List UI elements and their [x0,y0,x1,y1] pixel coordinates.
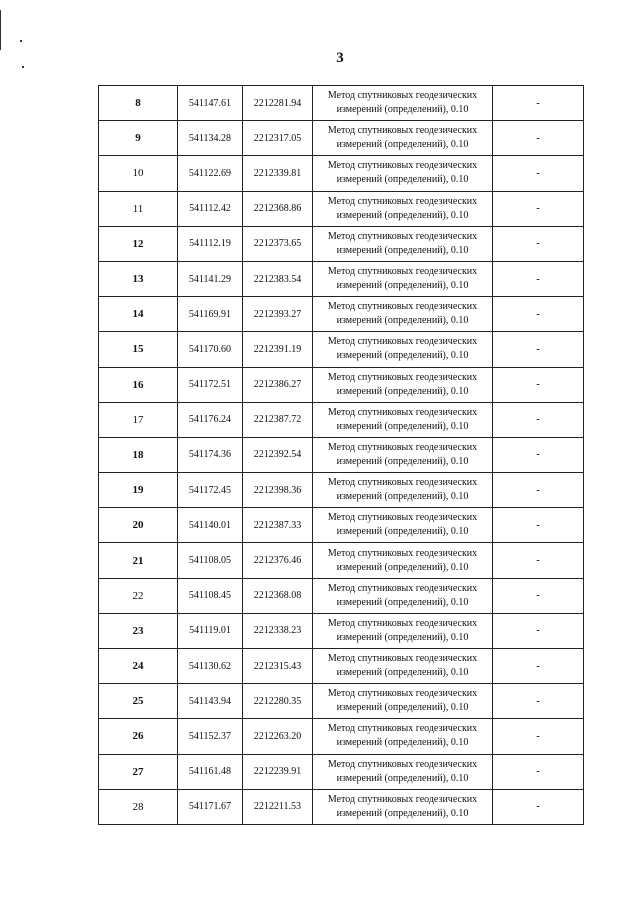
method-cell [313,261,493,296]
method-text-line: Метод спутниковых геодезических [327,266,478,278]
extra-value-cell: - [493,613,584,648]
table-row [99,719,584,754]
method-cell [313,121,493,156]
point-number-cell: 28 [99,789,178,824]
y-coordinate-cell: 2212393.27 [243,297,313,332]
method-text-line: Метод спутниковых геодезических [327,688,478,700]
method-text-line: измерений (определений), 0.10 [336,174,469,186]
method-cell [313,332,493,367]
method-text-line: измерений (определений), 0.10 [336,491,469,503]
x-coordinate-cell: 541108.05 [178,543,243,578]
point-number-cell: 13 [99,261,178,296]
method-cell [313,543,493,578]
point-number-cell: 14 [99,297,178,332]
method-text-line: Метод спутниковых геодезических [327,617,478,629]
method-cell [313,613,493,648]
table-row [99,473,584,508]
table-row [99,261,584,296]
table-row [99,402,584,437]
x-coordinate-cell: 541174.36 [178,437,243,472]
extra-value-cell: - [493,367,584,402]
extra-value-cell: - [493,332,584,367]
method-text-line: Метод спутниковых геодезических [327,336,478,348]
method-text-line: Метод спутниковых геодезических [327,125,478,137]
x-coordinate-cell: 541147.61 [178,86,243,121]
table-row [99,508,584,543]
y-coordinate-cell: 2212338.23 [243,613,313,648]
x-coordinate-cell: 541130.62 [178,649,243,684]
point-number-cell: 10 [99,156,178,191]
method-cell [313,402,493,437]
table-row [99,437,584,472]
page-number: 3 [336,50,344,66]
x-coordinate-cell: 541172.51 [178,367,243,402]
x-coordinate-cell: 541170.60 [178,332,243,367]
point-number-cell: 17 [99,402,178,437]
scan-edge-mark [0,10,1,50]
x-coordinate-cell: 541112.19 [178,226,243,261]
method-text-line: Метод спутниковых геодезических [327,195,478,207]
y-coordinate-cell: 2212317.05 [243,121,313,156]
method-text-line: измерений (определений), 0.10 [336,561,469,573]
method-text-line: измерений (определений), 0.10 [336,315,469,327]
method-text-line: измерений (определений), 0.10 [336,280,469,292]
method-cell [313,191,493,226]
y-coordinate-cell: 2212373.65 [243,226,313,261]
method-text-line: Метод спутниковых геодезических [327,547,478,559]
table-row [99,684,584,719]
extra-value-cell: - [493,508,584,543]
y-coordinate-cell: 2212383.54 [243,261,313,296]
extra-value-cell: - [493,261,584,296]
y-coordinate-cell: 2212315.43 [243,649,313,684]
method-text-line: Метод спутниковых геодезических [327,477,478,489]
method-text-line: измерений (определений), 0.10 [336,807,469,819]
scan-dot-mark [20,40,22,42]
y-coordinate-cell: 2212386.27 [243,367,313,402]
y-coordinate-cell: 2212391.19 [243,332,313,367]
method-text-line: измерений (определений), 0.10 [336,385,469,397]
method-cell [313,226,493,261]
table-row [99,543,584,578]
point-number-cell: 19 [99,473,178,508]
method-text-line: Метод спутниковых геодезических [327,758,478,770]
x-coordinate-cell: 541140.01 [178,508,243,543]
method-text-line: Метод спутниковых геодезических [327,160,478,172]
table-row [99,297,584,332]
point-number-cell: 27 [99,754,178,789]
method-text-line: измерений (определений), 0.10 [336,350,469,362]
x-coordinate-cell: 541172.45 [178,473,243,508]
table-row [99,754,584,789]
point-number-cell: 25 [99,684,178,719]
method-text-line: Метод спутниковых геодезических [327,441,478,453]
table-row [99,789,584,824]
point-number-cell: 21 [99,543,178,578]
x-coordinate-cell: 541134.28 [178,121,243,156]
extra-value-cell: - [493,437,584,472]
x-coordinate-cell: 541169.91 [178,297,243,332]
scan-dot-mark [22,66,24,68]
extra-value-cell: - [493,121,584,156]
method-text-line: Метод спутниковых геодезических [327,582,478,594]
point-number-cell: 9 [99,121,178,156]
x-coordinate-cell: 541161.48 [178,754,243,789]
point-number-cell: 24 [99,649,178,684]
method-cell [313,649,493,684]
x-coordinate-cell: 541141.29 [178,261,243,296]
y-coordinate-cell: 2212376.46 [243,543,313,578]
method-text-line: измерений (определений), 0.10 [336,455,469,467]
method-text-line: измерений (определений), 0.10 [336,104,469,116]
method-text-line: Метод спутниковых геодезических [327,406,478,418]
y-coordinate-cell: 2212392.54 [243,437,313,472]
method-cell [313,754,493,789]
table-row [99,649,584,684]
method-text-line: измерений (определений), 0.10 [336,139,469,151]
extra-value-cell: - [493,473,584,508]
extra-value-cell: - [493,191,584,226]
table-row [99,613,584,648]
point-number-cell: 12 [99,226,178,261]
point-number-cell: 22 [99,578,178,613]
x-coordinate-cell: 541171.67 [178,789,243,824]
method-text-line: измерений (определений), 0.10 [336,772,469,784]
extra-value-cell: - [493,86,584,121]
method-cell [313,367,493,402]
method-text-line: Метод спутниковых геодезических [327,723,478,735]
extra-value-cell: - [493,226,584,261]
table-row [99,578,584,613]
table-row [99,86,584,121]
method-cell [313,719,493,754]
extra-value-cell: - [493,297,584,332]
y-coordinate-cell: 2212387.33 [243,508,313,543]
method-text-line: Метод спутниковых геодезических [327,301,478,313]
extra-value-cell: - [493,156,584,191]
y-coordinate-cell: 2212387.72 [243,402,313,437]
method-text-line: измерений (определений), 0.10 [336,631,469,643]
extra-value-cell: - [493,719,584,754]
x-coordinate-cell: 541122.69 [178,156,243,191]
y-coordinate-cell: 2212281.94 [243,86,313,121]
method-text-line: измерений (определений), 0.10 [336,596,469,608]
point-number-cell: 15 [99,332,178,367]
coordinates-table [98,85,584,825]
method-text-line: измерений (определений), 0.10 [336,209,469,221]
method-cell [313,473,493,508]
method-cell [313,578,493,613]
extra-value-cell: - [493,789,584,824]
table-row [99,332,584,367]
method-cell [313,297,493,332]
point-number-cell: 26 [99,719,178,754]
x-coordinate-cell: 541112.42 [178,191,243,226]
method-text-line: измерений (определений), 0.10 [336,737,469,749]
table-row [99,191,584,226]
x-coordinate-cell: 541119.01 [178,613,243,648]
point-number-cell: 18 [99,437,178,472]
y-coordinate-cell: 2212239.91 [243,754,313,789]
method-text-line: Метод спутниковых геодезических [327,230,478,242]
x-coordinate-cell: 541152.37 [178,719,243,754]
y-coordinate-cell: 2212339.81 [243,156,313,191]
point-number-cell: 16 [99,367,178,402]
method-text-line: Метод спутниковых геодезических [327,512,478,524]
method-text-line: Метод спутниковых геодезических [327,371,478,383]
extra-value-cell: - [493,754,584,789]
extra-value-cell: - [493,543,584,578]
method-cell [313,86,493,121]
table-row [99,367,584,402]
y-coordinate-cell: 2212368.86 [243,191,313,226]
y-coordinate-cell: 2212368.08 [243,578,313,613]
table-row [99,121,584,156]
point-number-cell: 20 [99,508,178,543]
table-row [99,156,584,191]
method-cell [313,684,493,719]
extra-value-cell: - [493,402,584,437]
method-cell [313,508,493,543]
method-text-line: Метод спутниковых геодезических [327,793,478,805]
x-coordinate-cell: 541143.94 [178,684,243,719]
method-text-line: измерений (определений), 0.10 [336,420,469,432]
extra-value-cell: - [493,649,584,684]
method-text-line: Метод спутниковых геодезических [327,90,478,102]
method-text-line: Метод спутниковых геодезических [327,653,478,665]
point-number-cell: 23 [99,613,178,648]
y-coordinate-cell: 2212211.53 [243,789,313,824]
method-text-line: измерений (определений), 0.10 [336,526,469,538]
x-coordinate-cell: 541176.24 [178,402,243,437]
x-coordinate-cell: 541108.45 [178,578,243,613]
method-text-line: измерений (определений), 0.10 [336,244,469,256]
table-row [99,226,584,261]
method-text-line: измерений (определений), 0.10 [336,667,469,679]
point-number-cell: 8 [99,86,178,121]
y-coordinate-cell: 2212398.36 [243,473,313,508]
extra-value-cell: - [493,578,584,613]
method-cell [313,437,493,472]
point-number-cell: 11 [99,191,178,226]
method-text-line: измерений (определений), 0.10 [336,702,469,714]
extra-value-cell: - [493,684,584,719]
method-cell [313,156,493,191]
method-cell [313,789,493,824]
y-coordinate-cell: 2212280.35 [243,684,313,719]
y-coordinate-cell: 2212263.20 [243,719,313,754]
